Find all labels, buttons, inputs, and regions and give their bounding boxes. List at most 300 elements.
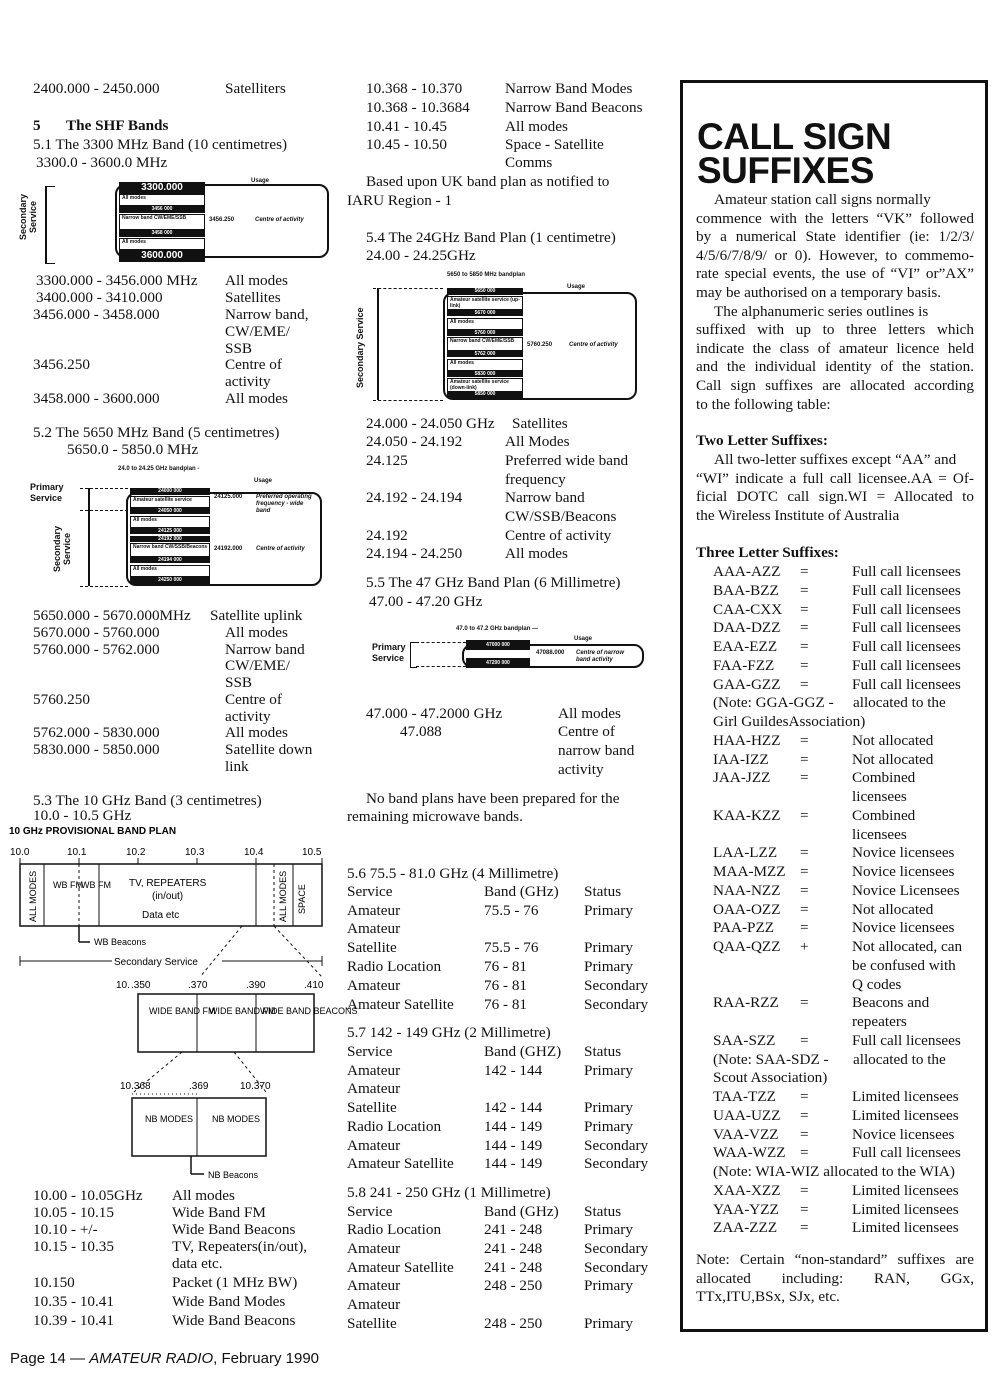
freq: 5670.000 - 5760.000 bbox=[33, 624, 160, 641]
suffix-licence-class: allocated to the bbox=[853, 694, 946, 712]
suffix-range: FAA-FZZ bbox=[713, 656, 775, 674]
bracket-line bbox=[88, 488, 90, 586]
suffix-row bbox=[683, 1219, 983, 1238]
suffix-row bbox=[683, 901, 983, 920]
cell: Amateur bbox=[347, 1240, 401, 1257]
use: Narrow band bbox=[225, 641, 305, 658]
band-cell: Amateur satellite service bbox=[130, 496, 210, 508]
section-5-title: The SHF Bands bbox=[66, 117, 169, 134]
cell: Secondary bbox=[584, 1259, 649, 1276]
nb-box bbox=[132, 1098, 266, 1156]
suffix-operator: = bbox=[800, 563, 809, 580]
no-plans-text-2: remaining microwave bands. bbox=[347, 808, 523, 825]
mid-value-2: 24192.000 bbox=[214, 546, 243, 552]
use: TV, Repeaters(in/out), bbox=[172, 1238, 308, 1255]
suffix-licence-class: Combined bbox=[852, 806, 916, 824]
zoom-cell bbox=[149, 1006, 216, 1016]
mid-value: 3456.250 bbox=[209, 217, 235, 223]
col-head: Status bbox=[584, 883, 622, 900]
mid-label: Centre of activity bbox=[569, 342, 618, 348]
use: Centre of bbox=[225, 356, 282, 373]
use: All modes bbox=[558, 705, 621, 722]
band-cell: 24125 000 bbox=[130, 528, 210, 534]
freq: 3400.000 - 3410.000 bbox=[36, 289, 163, 306]
suffix-row bbox=[683, 1163, 983, 1182]
freq: 10.05 - 10.15 bbox=[33, 1204, 114, 1221]
suffix-licence-class: Q codes bbox=[852, 975, 902, 993]
suffix-licence-class: Beacons and bbox=[852, 994, 930, 1012]
band-cell: All modes bbox=[119, 194, 205, 206]
suffix-licence-class: Limited licensees bbox=[852, 1088, 959, 1105]
suffix-range: ZAA-ZZZ bbox=[713, 1219, 778, 1237]
band-bottom-label: 47200 000 bbox=[466, 658, 530, 668]
suffix-licence-class: Novice licensees bbox=[852, 919, 955, 937]
suffix-licence-class: Not allocated, can bbox=[852, 938, 963, 955]
mid-label: Centre of activity bbox=[255, 217, 304, 223]
note-line: Note: Certain “non-standard” suffixes are bbox=[696, 1251, 974, 1268]
zoom-cell bbox=[260, 1006, 358, 1016]
suffix-row bbox=[683, 732, 983, 751]
suffix-row bbox=[683, 694, 983, 713]
use: Centre of bbox=[558, 723, 615, 740]
band-top-label: 47000 000 bbox=[466, 640, 530, 650]
freq: 10.41 - 10.45 bbox=[366, 118, 447, 135]
freq: 10.00 - 10.05GHz bbox=[33, 1187, 143, 1204]
suffix-operator: = bbox=[800, 750, 809, 768]
suffix-operator: = bbox=[800, 656, 809, 674]
cell: Secondary bbox=[584, 996, 649, 1013]
use: All modes bbox=[172, 1187, 235, 1204]
freq: 5830.000 - 5850.000 bbox=[33, 741, 160, 758]
freq: 24.125 bbox=[366, 452, 408, 469]
two-letter-line: All two-letter suffixes except “AA” and bbox=[714, 451, 957, 468]
usage-label: Usage bbox=[574, 636, 593, 642]
band-cell: 3458 000 bbox=[119, 230, 205, 237]
10ghz-band-plan-diagram bbox=[6, 822, 358, 1184]
suffix-range: EAA-EZZ bbox=[713, 638, 778, 655]
suffix-row bbox=[683, 882, 983, 901]
cell: 241 - 248 bbox=[484, 1259, 543, 1276]
wb-fm-label: WB FM bbox=[53, 880, 83, 890]
use: All modes bbox=[505, 118, 568, 135]
use: SSB bbox=[225, 340, 253, 357]
suffix-licence-class: Novice Licensees bbox=[852, 881, 960, 899]
bandplan-figure-2 bbox=[30, 466, 330, 592]
cell: Primary bbox=[584, 1099, 633, 1116]
cell: Primary bbox=[584, 1118, 633, 1135]
bracket-tick bbox=[80, 510, 128, 511]
freq: 5650.000 - 5670.000MHz bbox=[33, 607, 191, 624]
cell: Amateur Satellite bbox=[347, 1155, 454, 1172]
bandplan-47ghz-figure bbox=[370, 622, 650, 674]
nb-beacons-label: NB Beacons bbox=[208, 1170, 259, 1180]
suffix-row bbox=[683, 676, 983, 695]
col-head: Band (GHz) bbox=[484, 883, 559, 900]
suffix-operator: = bbox=[800, 844, 809, 862]
freq: 24.050 - 24.192 bbox=[366, 433, 463, 450]
cell: Amateur bbox=[347, 920, 401, 937]
freq: 24.192 bbox=[366, 527, 408, 544]
suffix-range: Girl GuildesAssociation) bbox=[713, 713, 866, 730]
usage-label: Usage bbox=[251, 178, 270, 184]
zoom-tick: .410 bbox=[304, 980, 324, 991]
cell: Radio Location bbox=[347, 1221, 442, 1238]
suffix-range: OAA-OZZ bbox=[713, 900, 781, 918]
zoom-box bbox=[138, 994, 314, 1052]
usage-label: Usage bbox=[567, 284, 586, 290]
cell: Amateur bbox=[347, 1080, 401, 1097]
two-letter-heading: Two Letter Suffixes: bbox=[696, 432, 828, 449]
section-5-2-range: 5650.0 - 5850.0 MHz bbox=[67, 441, 199, 458]
suffix-licence-class: Full call licensees bbox=[852, 619, 961, 637]
band-cell: 24194 000 bbox=[130, 557, 210, 563]
suffix-operator: = bbox=[800, 1106, 809, 1124]
cell: Primary bbox=[584, 1315, 633, 1332]
cell: Amateur bbox=[347, 1137, 401, 1154]
cell: Satellite bbox=[347, 939, 397, 956]
use: All modes bbox=[225, 272, 288, 289]
suffix-row bbox=[683, 1182, 983, 1201]
suffix-licence-class: Full call licensees bbox=[852, 1144, 961, 1162]
intro-line: and the individual identity of the station. bbox=[696, 358, 974, 376]
use: narrow band bbox=[558, 742, 635, 759]
cell: Amateur Satellite bbox=[347, 996, 454, 1013]
box-title-line-1: CALL SIGN bbox=[697, 116, 892, 157]
band-cell: 24050 000 bbox=[130, 508, 210, 514]
zoom-cell-text: WIDE BAND FM bbox=[209, 1006, 276, 1016]
suffix-range: LAA-LZZ bbox=[713, 844, 778, 862]
freq: 24.000 - 24.050 GHz bbox=[366, 415, 495, 432]
intro-line: may be authorised on a temporary basis. bbox=[696, 283, 942, 301]
zoom-cell-text: WIDE BAND BEACONS bbox=[260, 1006, 358, 1016]
bandplan-figure-3 bbox=[355, 268, 645, 408]
cell: 241 - 248 bbox=[484, 1221, 543, 1238]
suffix-row bbox=[683, 563, 983, 582]
mid-label-2: Centre of activity bbox=[256, 546, 305, 552]
suffix-operator: + bbox=[800, 938, 809, 955]
freq: 10.368 - 10.370 bbox=[366, 80, 463, 97]
cell: Secondary bbox=[584, 1155, 649, 1172]
intro-paragraph bbox=[696, 191, 974, 414]
suffix-operator: = bbox=[800, 1181, 809, 1199]
bandplan-3300-figure bbox=[15, 174, 335, 266]
band-cell: All modes bbox=[447, 359, 523, 371]
cell: Primary bbox=[584, 1221, 633, 1238]
suffix-row bbox=[683, 1013, 983, 1032]
suffix-row bbox=[683, 938, 983, 957]
suffix-operator: = bbox=[800, 581, 809, 599]
use: All Modes bbox=[505, 433, 570, 450]
suffix-licence-class: allocated to the bbox=[853, 1050, 946, 1068]
two-letter-line: “WI” indicate a full call licensee.AA = Of- bbox=[696, 469, 974, 487]
suffix-row bbox=[683, 863, 983, 882]
use: Centre of activity bbox=[505, 527, 612, 544]
section-5-3-range: 10.0 - 10.5 GHz bbox=[33, 807, 132, 824]
bracket-tick bbox=[416, 642, 466, 643]
suffix-licence-class: Not allocated bbox=[852, 731, 934, 749]
use: Narrow band bbox=[505, 489, 585, 506]
use: Narrow Band Modes bbox=[505, 80, 633, 97]
tick-label: 10.0 bbox=[10, 847, 30, 858]
nb-tick: 10.370 bbox=[240, 1081, 271, 1092]
suffix-range: XAA-XZZ bbox=[713, 1181, 781, 1199]
suffix-range: VAA-VZZ bbox=[713, 1125, 779, 1143]
cell: Amateur bbox=[347, 1277, 401, 1294]
freq: 24.192 - 24.194 bbox=[366, 489, 463, 506]
tick-label: 10.4 bbox=[244, 847, 264, 858]
freq: 10.150 bbox=[33, 1274, 75, 1291]
band-cell: 5670 000 bbox=[447, 310, 523, 316]
suffix-range: YAA-YZZ bbox=[713, 1200, 779, 1218]
mid-value: 5760.250 bbox=[527, 342, 553, 348]
primary-service-label: Primary Service bbox=[372, 642, 406, 663]
suffix-row bbox=[683, 1088, 983, 1107]
wb-fm-label-2: WB FM bbox=[81, 880, 111, 890]
call-sign-suffixes-box bbox=[680, 80, 988, 1332]
suffix-operator: = bbox=[800, 769, 809, 787]
section-5-8-heading: 5.8 241 - 250 GHz (1 Millimetre) bbox=[347, 1184, 551, 1201]
cell: 76 - 81 bbox=[484, 958, 528, 975]
band-cell: Amateur satellite service (down-link) bbox=[447, 378, 523, 392]
zoom-line bbox=[200, 926, 242, 977]
suffix-range: SAA-SZZ bbox=[713, 1031, 776, 1049]
cell: Secondary bbox=[584, 977, 649, 994]
suffix-row bbox=[683, 844, 983, 863]
inout-label: (in/out) bbox=[152, 891, 184, 902]
cell: 142 - 144 bbox=[484, 1099, 543, 1116]
suffix-operator: = bbox=[800, 994, 809, 1012]
suffix-licence-class: licensees bbox=[852, 825, 907, 843]
freq: 5760.000 - 5762.000 bbox=[33, 641, 160, 658]
zoom-tick: .370 bbox=[188, 980, 208, 991]
cell: Radio Location bbox=[347, 1118, 442, 1135]
zoom-prefix: 10. bbox=[116, 980, 130, 991]
suffix-row bbox=[683, 1069, 983, 1088]
cell: Primary bbox=[584, 902, 633, 919]
intro-line: 4/5/6/7/8/9/ or 0). However, to commemo- bbox=[696, 246, 974, 264]
suffix-licence-class: Limited licensees bbox=[852, 1219, 959, 1237]
band-cell: 24192 000 bbox=[130, 536, 210, 542]
section-5-5-range: 47.00 - 47.20 GHz bbox=[369, 593, 483, 610]
wb-beacons-label: WB Beacons bbox=[94, 937, 147, 947]
mid-value: 24125.000 bbox=[214, 494, 243, 500]
section-5-1-range: 3300.0 - 3600.0 MHz bbox=[36, 154, 168, 171]
freq: 3456.000 - 3458.000 bbox=[33, 306, 160, 323]
bracket-tick bbox=[416, 666, 466, 667]
zoom-line bbox=[274, 926, 322, 977]
use: Satellite uplink bbox=[210, 607, 303, 624]
section-5-2-heading: 5.2 The 5650 MHz Band (5 centimetres) bbox=[33, 424, 280, 441]
tick-label: 10.1 bbox=[67, 847, 87, 858]
use: All modes bbox=[505, 545, 568, 562]
section-5-7-heading: 5.7 142 - 149 GHz (2 Millimetre) bbox=[347, 1024, 551, 1041]
freq: 47.088 bbox=[400, 723, 442, 740]
cell: Primary bbox=[584, 1062, 633, 1079]
suffix-row bbox=[683, 1107, 983, 1126]
cell: 144 - 149 bbox=[484, 1137, 543, 1154]
intro-line: by a numerical State identifier (ie: 1/2/3/ bbox=[696, 228, 974, 246]
all-modes-label: ALL MODES bbox=[28, 870, 38, 922]
space-label: SPACE bbox=[297, 884, 307, 914]
suffix-operator: = bbox=[800, 1088, 809, 1105]
band-cell: Amateur satellite service (up-link) bbox=[447, 296, 523, 310]
suffix-operator: = bbox=[800, 600, 809, 618]
use: Wide Band FM bbox=[172, 1204, 266, 1221]
use: CW/EME/ bbox=[225, 323, 290, 340]
band-top-label: 3300.000 bbox=[119, 182, 205, 194]
nb-tick: .369 bbox=[189, 1081, 209, 1092]
bandplan-title: 24.0 to 24.25 GHz bandplan - bbox=[118, 466, 200, 472]
data-label: Data etc bbox=[142, 910, 180, 921]
section-5-1-heading: 5.1 The 3300 MHz Band (10 centimetres) bbox=[33, 136, 288, 153]
bracket-tick bbox=[80, 586, 128, 587]
use: CW/EME/ bbox=[225, 657, 290, 674]
all-modes-label-2: ALL MODES bbox=[278, 870, 288, 922]
suffix-range: (Note: SAA-SDZ - bbox=[713, 1050, 829, 1068]
section-5-number: 5 bbox=[33, 117, 41, 134]
use: Satellites bbox=[512, 415, 568, 432]
freq: 10.35 - 10.41 bbox=[33, 1293, 114, 1310]
suffix-range: WAA-WZZ bbox=[713, 1144, 786, 1162]
band-cell: Narrow band CW/EME/SSB bbox=[447, 337, 523, 351]
suffix-licence-class: Full call licensees bbox=[852, 581, 961, 599]
cell: Primary bbox=[584, 939, 633, 956]
secondary-service-label: Secondary Service bbox=[52, 525, 72, 573]
freq: 10.10 - +/- bbox=[33, 1221, 98, 1238]
freq: 3456.250 bbox=[33, 356, 90, 373]
suffix-operator: = bbox=[800, 638, 809, 655]
col-head: Service bbox=[347, 1043, 393, 1060]
cell: Radio Location bbox=[347, 958, 442, 975]
suffix-range: CAA-CXX bbox=[713, 600, 783, 618]
bandplan-title: 47.0 to 47.2 GHz bandplan — bbox=[456, 626, 539, 632]
use: link bbox=[225, 758, 249, 775]
suffix-range: AAA-AZZ bbox=[713, 563, 781, 580]
suffix-row bbox=[683, 957, 983, 976]
two-letter-line: the Wireless Institute of Australia bbox=[696, 506, 900, 524]
band-bottom-label: 24250 000 bbox=[130, 577, 210, 584]
suffix-licence-class: Combined bbox=[852, 769, 916, 787]
suffix-licence-class: Full call licensees bbox=[852, 675, 961, 693]
bracket bbox=[410, 642, 417, 668]
band-cell: 3456 000 bbox=[119, 206, 205, 213]
bracket bbox=[45, 186, 55, 264]
suffix-range: Scout Association) bbox=[713, 1069, 828, 1087]
suffix-range: GAA-GZZ bbox=[713, 675, 781, 693]
suffix-licence-class: Not allocated bbox=[852, 900, 934, 918]
use: data etc. bbox=[172, 1255, 223, 1272]
no-plans-text: No band plans have been prepared for the bbox=[366, 790, 620, 807]
freq: 3458.000 - 3600.000 bbox=[33, 390, 160, 407]
section-5-6-heading: 5.6 75.5 - 81.0 GHz (4 Millimetre) bbox=[347, 865, 559, 882]
use: Satellite down bbox=[225, 741, 313, 758]
use: activity bbox=[225, 373, 271, 390]
cell: 248 - 250 bbox=[484, 1277, 543, 1294]
bracket-line bbox=[377, 288, 379, 400]
use: frequency bbox=[505, 471, 566, 488]
box-title-line-2: SUFFIXES bbox=[697, 150, 874, 191]
zoom-tick: .390 bbox=[246, 980, 266, 991]
suffix-licence-class: Full call licensees bbox=[852, 563, 961, 580]
suffix-row bbox=[683, 919, 983, 938]
cell: 76 - 81 bbox=[484, 977, 528, 994]
band-cell: 5760 000 bbox=[447, 330, 523, 336]
use: Wide Band Modes bbox=[172, 1293, 286, 1310]
freq: 10.368 - 10.3684 bbox=[366, 99, 470, 116]
suffix-licence-class: Not allocated bbox=[852, 750, 934, 768]
footer-page: Page 14 — bbox=[10, 1350, 90, 1367]
suffix-operator: = bbox=[800, 1219, 809, 1237]
footer-magazine: AMATEUR RADIO bbox=[89, 1350, 214, 1367]
cell: 144 - 149 bbox=[484, 1155, 543, 1172]
col-head: Status bbox=[584, 1203, 622, 1220]
band-top-label: 24000 000 bbox=[130, 488, 210, 495]
band-cell: All modes bbox=[130, 565, 210, 577]
use: CW/SSB/Beacons bbox=[505, 508, 617, 525]
suffix-row bbox=[683, 1144, 983, 1163]
mid-label: Preferred operating frequency - wide band bbox=[256, 494, 312, 514]
secondary-service-label: Secondary Service bbox=[355, 307, 365, 389]
use: All modes bbox=[225, 390, 288, 407]
freq: 47.000 - 47.2000 GHz bbox=[366, 705, 503, 722]
primary-service-label: Primary Service bbox=[30, 482, 64, 503]
zoom-cell-text: WIDE BAND FM bbox=[149, 1006, 216, 1016]
freq-2400: 2400.000 - 2450.000 bbox=[33, 80, 160, 97]
suffix-operator: = bbox=[800, 1031, 809, 1049]
band-bottom-label: 5850 000 bbox=[447, 391, 523, 398]
suffix-row bbox=[683, 769, 983, 788]
suffix-licence-class: Limited licensees bbox=[852, 1181, 959, 1199]
suffix-operator: = bbox=[800, 1200, 809, 1218]
intro-line: commence with the letters “VK” followed bbox=[696, 209, 974, 227]
band-cell: Narrow band CW/SSB/Beacons bbox=[130, 543, 210, 557]
freq: 10.45 - 10.50 bbox=[366, 136, 447, 153]
cell: Primary bbox=[584, 1277, 633, 1294]
band-cell: All modes bbox=[119, 238, 205, 250]
suffix-row bbox=[683, 601, 983, 620]
suffix-range: RAA-RZZ bbox=[713, 994, 779, 1012]
band-top-label: 5650 000 bbox=[447, 288, 523, 295]
suffix-row bbox=[683, 619, 983, 638]
suffix-row bbox=[683, 713, 983, 732]
suffix-licence-class: Full call licensees bbox=[852, 638, 961, 655]
use: Satellites bbox=[225, 289, 281, 306]
mid-label: Centre of narrow band activity bbox=[576, 650, 625, 663]
suffix-row bbox=[683, 788, 983, 807]
cell: Amateur bbox=[347, 1296, 401, 1313]
tv-label: TV, REPEATERS bbox=[129, 878, 207, 889]
nb-cell-2: NB MODES bbox=[212, 1114, 261, 1124]
bracket-tick bbox=[373, 288, 443, 289]
cell: Amateur bbox=[347, 902, 401, 919]
cell: Amateur bbox=[347, 1062, 401, 1079]
suffix-row bbox=[683, 751, 983, 770]
suffix-operator: = bbox=[800, 1144, 809, 1162]
suffix-range: PAA-PZZ bbox=[713, 919, 775, 937]
nb-tick: 10.368 bbox=[120, 1081, 151, 1092]
cell: 75.5 - 76 bbox=[484, 939, 539, 956]
col-head: Band (GHZ) bbox=[484, 1043, 562, 1060]
section-5-5-heading: 5.5 The 47 GHz Band Plan (6 Millimetre) bbox=[366, 574, 621, 591]
band-cell: All modes bbox=[130, 516, 210, 528]
intro-line: Amateur station call signs normally bbox=[714, 191, 931, 208]
tick-label: 10.3 bbox=[185, 847, 205, 858]
suffix-operator: = bbox=[800, 675, 809, 693]
cell: Satellite bbox=[347, 1099, 397, 1116]
note-line: allocated including: RAN, GGx, bbox=[696, 1269, 974, 1287]
two-letter-paragraph bbox=[696, 451, 974, 525]
suffix-row bbox=[683, 994, 983, 1013]
